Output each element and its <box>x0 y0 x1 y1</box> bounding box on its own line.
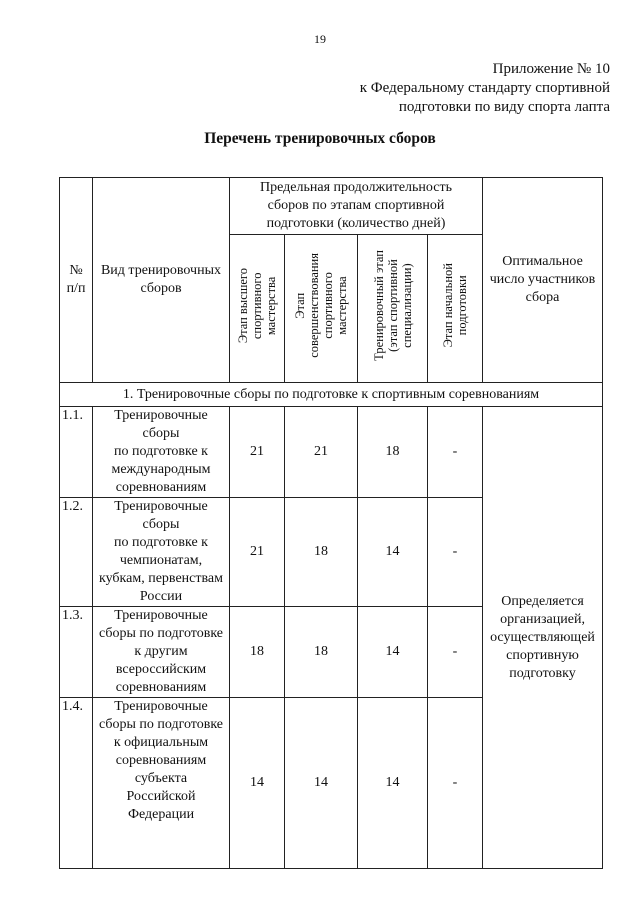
document-title: Перечень тренировочных сборов <box>204 130 436 147</box>
row-value-initial: - <box>428 407 483 498</box>
page-number: 19 <box>314 32 326 46</box>
row-value-initial: - <box>428 498 483 607</box>
optimal-participants-value: Определяется организацией, осуществляющей спортивную подготовку <box>483 407 603 869</box>
row-camp-type: Тренировочные сборы по подготовке к официальным соревнованиям субъекта Российской Федерации <box>93 698 230 869</box>
row-camp-type: Тренировочные сборы по подготовке к чемпионатам, кубкам, первенствам России <box>93 498 230 607</box>
row-value-training: 14 <box>358 698 428 869</box>
row-value-higher: 21 <box>230 407 285 498</box>
row-number: 1.4. <box>60 698 93 869</box>
header-stage-improvement-cell <box>285 235 358 383</box>
training-camps-table <box>59 177 603 869</box>
row-value-higher: 18 <box>230 607 285 698</box>
header-stage-training-cell <box>358 235 428 383</box>
header-stage-training: Тренировочный этап (этап спортивной специализации) <box>371 250 414 361</box>
header-stage-improvement: Этап совершенствования спортивного мастерства <box>293 253 349 358</box>
header-number: № п/п <box>60 178 93 383</box>
row-number: 1.1. <box>60 407 93 498</box>
row-number: 1.3. <box>60 607 93 698</box>
header-stage-higher-cell <box>230 235 285 383</box>
row-value-training: 14 <box>358 607 428 698</box>
annex-line-3: подготовки по виду спорта лапта <box>398 99 610 115</box>
header-stage-initial: Этап начальной подготовки <box>441 263 469 348</box>
row-value-higher: 21 <box>230 498 285 607</box>
header-type: Вид тренировочных сборов <box>93 178 230 383</box>
row-value-initial: - <box>428 698 483 869</box>
row-value-higher: 14 <box>230 698 285 869</box>
row-camp-type: Тренировочные сборы по подготовке к другим всероссийским соревнованиям <box>93 607 230 698</box>
row-value-training: 18 <box>358 407 428 498</box>
header-stage-initial-cell <box>428 235 483 383</box>
header-optimal: Оптимальное число участников сбора <box>483 178 603 383</box>
annex-line-2: к Федеральному стандарту спортивной <box>359 80 610 96</box>
row-camp-type: Тренировочные сборы по подготовке к международным соревнованиям <box>93 407 230 498</box>
row-value-training: 14 <box>358 498 428 607</box>
section-1-title: 1. Тренировочные сборы по подготовке к спортивным соревнованиям <box>60 383 603 407</box>
header-duration-group: Предельная продолжительность сборов по этапам спортивной подготовки (количество дней) <box>230 178 483 235</box>
row-value-improvement: 18 <box>285 498 358 607</box>
annex-header <box>360 60 610 117</box>
row-number: 1.2. <box>60 498 93 607</box>
row-value-initial: - <box>428 607 483 698</box>
row-value-improvement: 18 <box>285 607 358 698</box>
annex-line-1: Приложение № 10 <box>492 61 610 77</box>
row-value-improvement: 21 <box>285 407 358 498</box>
header-stage-higher: Этап высшего спортивного мастерства <box>236 267 278 344</box>
row-value-improvement: 14 <box>285 698 358 869</box>
